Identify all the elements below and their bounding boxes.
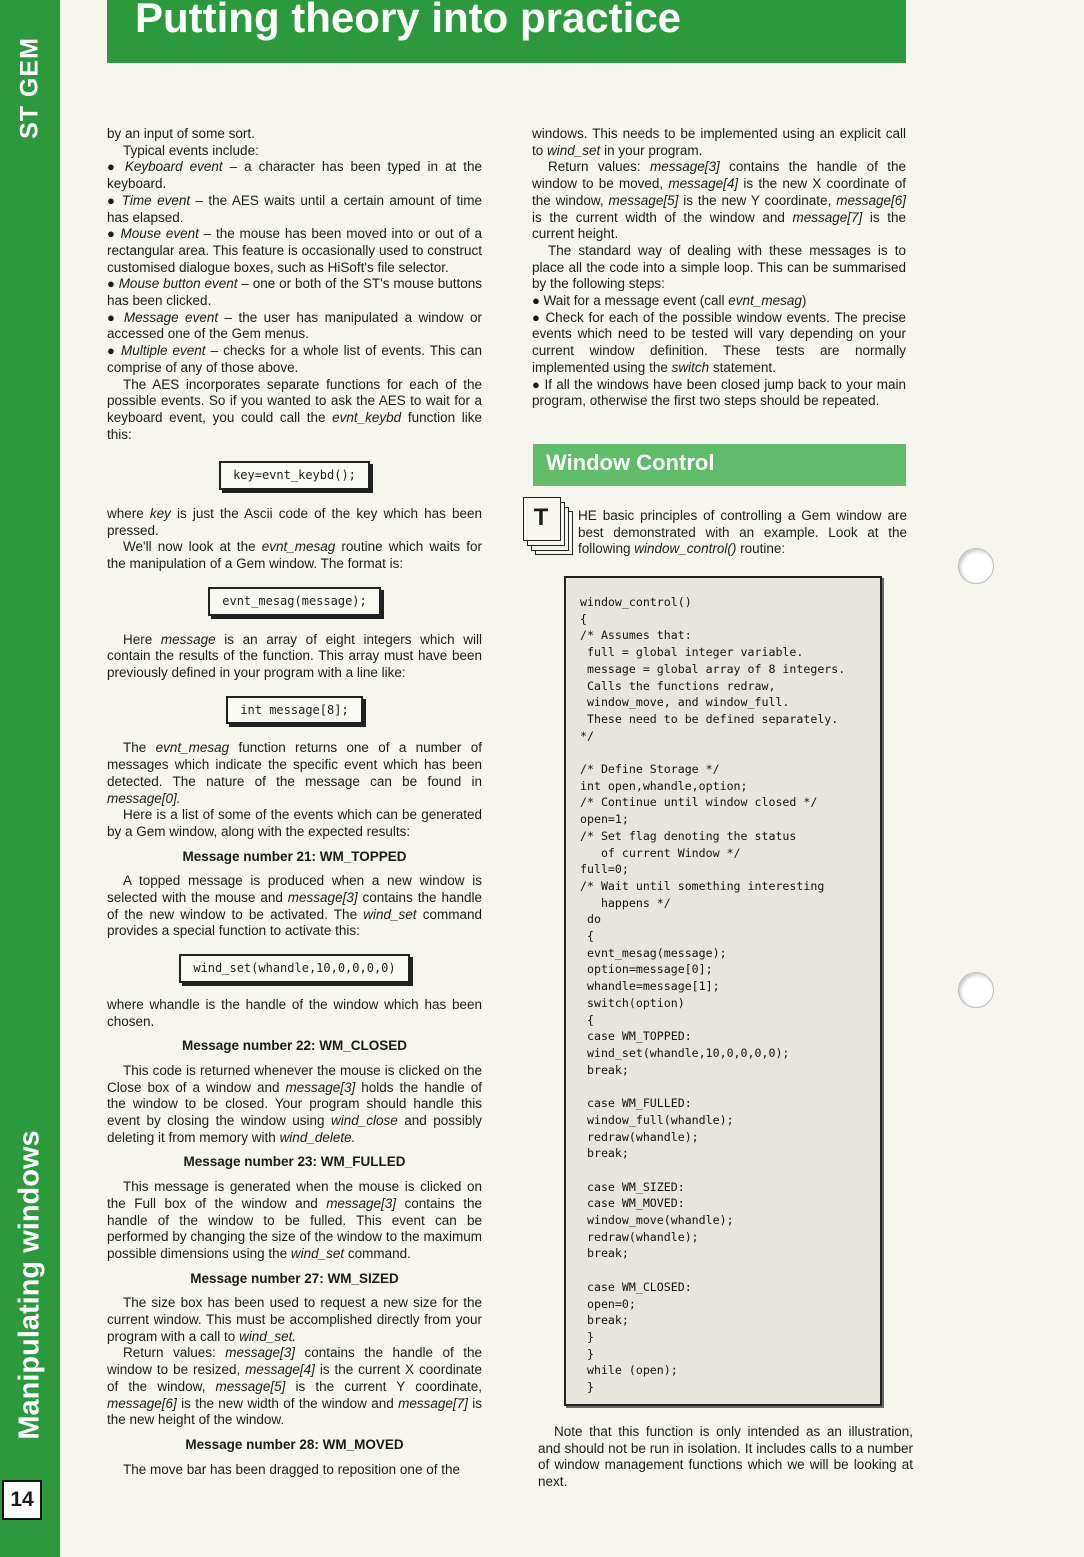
paragraph: A topped message is produced when a new window is selected with the mouse and message[3] contains the handle of the new window to be activated. The wind_set command provides a special function to activate this: [107,873,482,939]
section-banner [533,444,906,486]
code-snippet: int message[8]; [226,696,362,725]
paragraph: This message is generated when the mouse is clicked on the Full box of the window and message[3] contains the handle of the window to be fulled. This event can be performed by changing the size of the window to the maximum possible dimensions using the wind_set command. [107,1179,482,1261]
message-heading: Message number 22: WM_CLOSED [181,1038,408,1054]
paragraph: Return values: message[3] contains the handle of the window to be resized, message[4] is the current X coordinate of the window, message[5] is the current Y coordinate, message[6] is the new width of the window and message[7] is the new height of the window. [107,1345,482,1428]
right-column-top [532,126,906,410]
bullet-item: ● If all the windows have been closed jump back to your main program, otherwise the first two steps should be repeated. [532,377,906,410]
paragraph: Here is a list of some of the events which can be generated by a Gem window, along with the expected results: [107,807,482,839]
binder-hole [958,972,994,1008]
bullet-item: ● Mouse button event – one or both of the ST's mouse buttons has been clicked. [107,276,482,309]
bullet-item: ● Wait for a message event (call evnt_mesag) [532,293,906,310]
left-column [107,126,482,1478]
bullet-item: ● Time event – the AES waits until a certain amount of time has elapsed. [107,193,482,226]
message-heading: Message number 21: WM_TOPPED [182,848,407,864]
paragraph: The move bar has been dragged to reposition one of the [123,1461,460,1477]
page-title: Putting theory into practice [135,0,682,41]
drop-cap-letter: T [533,504,549,531]
code-text: window_control() { /* Assumes that: full = global integer variable. message = global array of 8 integers. Calls the functions redraw, window_move, and window_full. These need to be defined separately. */ /* Define Storage */ int open,whandle,option; /* Continue until window closed */ open=1; /* Set flag denoting the status of current Window */ full=0; /* Wait until something interesting happens */ do { evnt_mesag(message); option=message[0]; whandle=message[1]; switch(option) { case WM_TOPPED: wind_set(whandle,10,0,0,0,0); break; case WM_FULLED: window_full(whandle); redraw(whandle); break; case WM_SIZED: case WM_MOVED: window_move(whandle); redraw(whandle); break; case WM_CLOSED: open=0; break; } } while (open); } [580,595,846,1395]
paragraph: This code is returned whenever the mouse is clicked on the Close box of a window and message[3] holds the handle of the window to be closed. Your program should handle this event by closing the window using wind_close and possibly deleting it from memory with wind_delete. [107,1062,482,1145]
code-snippet: key=evnt_keybd(); [219,461,370,490]
bullet-item: ● Multiple event – checks for a whole list of events. This can comprise of any of those above. [107,343,482,376]
sidebar-strip [0,0,60,1557]
section-label: ST GEM [15,37,44,139]
message-heading: Message number 27: WM_SIZED [190,1270,399,1286]
bullet-item: ● Message event – the user has manipulated a window or accessed one of the Gem menus. [107,310,482,343]
paragraph: windows. This needs to be implemented using an explicit call to wind_set in your program. [532,126,906,158]
message-heading: Message number 28: WM_MOVED [185,1437,404,1452]
paragraph: Here message is an array of eight integers which will contain the results of the function. This array must have been previously defined in your program with a line like: [107,631,482,680]
bullet-item: ● Check for each of the possible window events. The precise events which need to be tested will vary depending on your current window definition. These tests are normally implemented using the switch statement. [532,310,906,377]
drop-cap [523,497,575,557]
binder-hole [958,548,994,584]
paragraph: where key is just the Ascii code of the key which has been pressed. [107,506,482,538]
bullet-item: ● Mouse event – the mouse has been moved into or out of a rectangular area. This feature is occasionally used to construct customised dialogue boxes, such as HiSoft's file selector. [107,226,482,276]
paragraph: by an input of some sort. [107,126,255,141]
paragraph: Typical events include: [123,142,259,158]
page-number: 14 [2,1480,42,1520]
intro-paragraph: HE basic principles of controlling a Gem window are best demonstrated with an example. Look at the following window_control() routine: [578,508,907,557]
paragraph: where whandle is the handle of the window which has been chosen. [107,996,482,1029]
paragraph: Return values: message[3] contains the handle of the window to be moved, message[4] is the new X coordinate of the window, message[5] is the new Y coordinate, message[6] is the current width of the window and message[7] is the current height. [532,159,906,242]
message-heading: Message number 23: WM_FULLED [183,1154,406,1170]
section-title: Window Control [546,450,715,475]
code-snippet: wind_set(whandle,10,0,0,0,0) [179,954,409,983]
paragraph: The AES incorporates separate functions for each of the possible events. So if you wanted to ask the AES to wait for a keyboard event, you could call the evnt_keybd function like this: [107,376,482,442]
title-banner [107,0,906,63]
bullet-item: ● Keyboard event – a character has been typed in at the keyboard. [107,159,482,192]
paragraph: The standard way of dealing with these messages is to place all the code into a simple loop. This can be summarised by the following steps: [532,242,906,292]
code-listing [564,576,882,1406]
paragraph: We'll now look at the evnt_mesag routine which waits for the manipulation of a Gem window. The format is: [107,539,482,572]
paragraph: The size box has been used to request a new size for the current window. This must be accomplished directly from your program with a call to wind_set. [107,1295,482,1344]
note-paragraph: Note that this function is only intended as an illustration, and should not be run in isolation. It includes calls to a number of window management functions which we will be looking at next. [538,1424,913,1490]
code-snippet: evnt_mesag(message); [208,587,381,616]
paragraph: The evnt_mesag function returns one of a number of messages which indicate the specific event which has been detected. The nature of the message can be found in message[0]. [107,740,482,806]
chapter-label: Manipulating windows [13,1130,46,1440]
